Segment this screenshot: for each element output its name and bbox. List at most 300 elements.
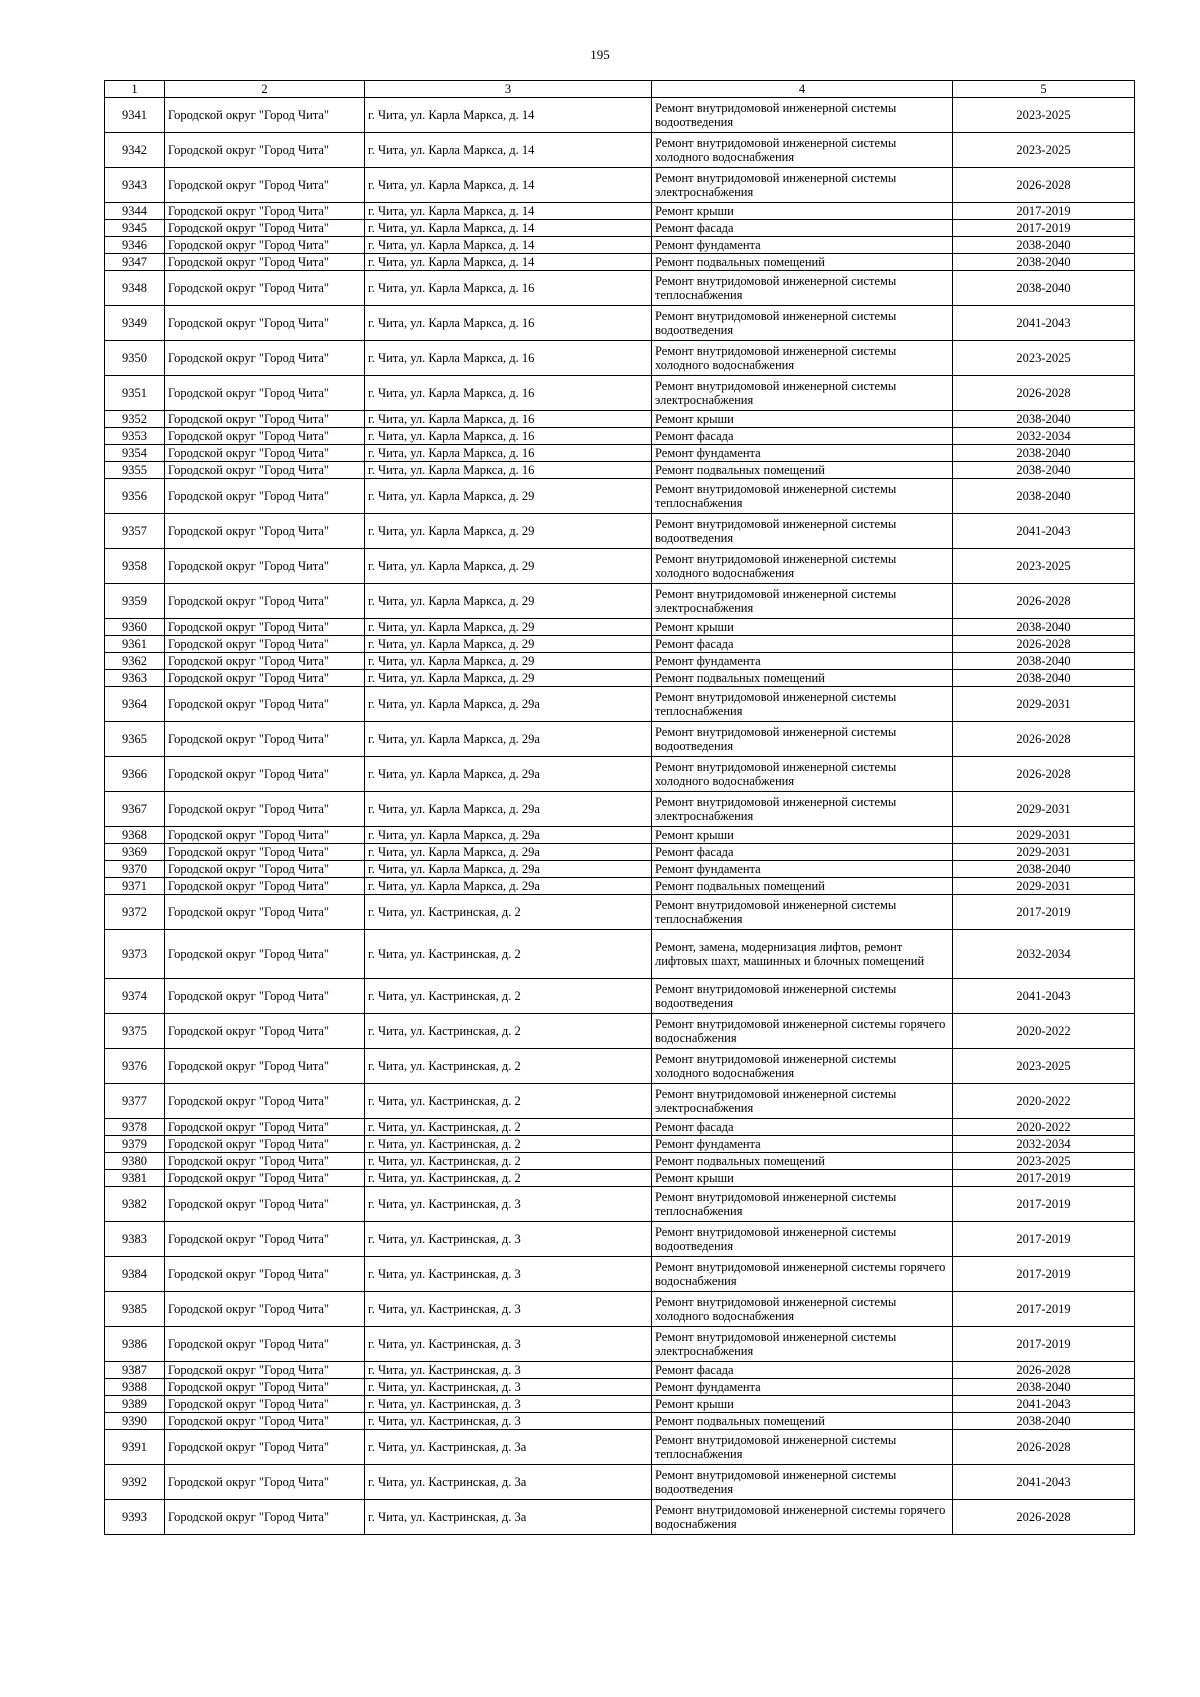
district-cell: Городской округ "Город Чита" xyxy=(165,1049,365,1084)
period-cell: 2038-2040 xyxy=(953,670,1135,687)
row-number-cell: 9389 xyxy=(105,1396,165,1413)
period-cell: 2023-2025 xyxy=(953,549,1135,584)
work-type-cell: Ремонт внутридомовой инженерной системы холодного водоснабжения xyxy=(652,1049,953,1084)
period-cell: 2026-2028 xyxy=(953,168,1135,203)
district-cell: Городской округ "Город Чита" xyxy=(165,930,365,979)
table-row xyxy=(105,514,1135,549)
table-row xyxy=(105,619,1135,636)
work-type-cell: Ремонт фундамента xyxy=(652,653,953,670)
period-cell: 2038-2040 xyxy=(953,1379,1135,1396)
address-cell: г. Чита, ул. Карла Маркса, д. 29а xyxy=(365,878,652,895)
work-type-cell: Ремонт внутридомовой инженерной системы водоотведения xyxy=(652,514,953,549)
district-cell: Городской округ "Город Чита" xyxy=(165,168,365,203)
work-type-cell: Ремонт внутридомовой инженерной системы электроснабжения xyxy=(652,584,953,619)
period-cell: 2029-2031 xyxy=(953,844,1135,861)
address-cell: г. Чита, ул. Карла Маркса, д. 14 xyxy=(365,237,652,254)
row-number-cell: 9342 xyxy=(105,133,165,168)
address-cell: г. Чита, ул. Карла Маркса, д. 16 xyxy=(365,445,652,462)
table-row xyxy=(105,1014,1135,1049)
work-type-cell: Ремонт крыши xyxy=(652,203,953,220)
page-number: 195 xyxy=(590,47,610,62)
address-cell: г. Чита, ул. Карла Маркса, д. 16 xyxy=(365,462,652,479)
district-cell: Городской округ "Город Чита" xyxy=(165,1379,365,1396)
period-cell: 2038-2040 xyxy=(953,411,1135,428)
district-cell: Городской округ "Город Чита" xyxy=(165,1465,365,1500)
table-row xyxy=(105,428,1135,445)
work-type-cell: Ремонт фасада xyxy=(652,844,953,861)
period-cell: 2032-2034 xyxy=(953,930,1135,979)
row-number-cell: 9361 xyxy=(105,636,165,653)
table-row xyxy=(105,341,1135,376)
table-row xyxy=(105,254,1135,271)
district-cell: Городской округ "Город Чита" xyxy=(165,619,365,636)
table-row xyxy=(105,237,1135,254)
district-cell: Городской округ "Город Чита" xyxy=(165,1136,365,1153)
work-type-cell: Ремонт крыши xyxy=(652,411,953,428)
period-cell: 2023-2025 xyxy=(953,341,1135,376)
row-number-cell: 9384 xyxy=(105,1257,165,1292)
work-type-cell: Ремонт внутридомовой инженерной системы горячего водоснабжения xyxy=(652,1500,953,1535)
column-header-4: 4 xyxy=(652,81,953,98)
address-cell: г. Чита, ул. Карла Маркса, д. 14 xyxy=(365,98,652,133)
district-cell: Городской округ "Город Чита" xyxy=(165,549,365,584)
address-cell: г. Чита, ул. Карла Маркса, д. 16 xyxy=(365,376,652,411)
district-cell: Городской округ "Город Чита" xyxy=(165,1327,365,1362)
header-row xyxy=(105,81,1135,98)
work-type-cell: Ремонт внутридомовой инженерной системы теплоснабжения xyxy=(652,687,953,722)
table-row xyxy=(105,1222,1135,1257)
row-number-cell: 9372 xyxy=(105,895,165,930)
work-type-cell: Ремонт внутридомовой инженерной системы горячего водоснабжения xyxy=(652,1257,953,1292)
address-cell: г. Чита, ул. Кастринская, д. 2 xyxy=(365,1153,652,1170)
period-cell: 2020-2022 xyxy=(953,1119,1135,1136)
work-type-cell: Ремонт внутридомовой инженерной системы электроснабжения xyxy=(652,1084,953,1119)
address-cell: г. Чита, ул. Кастринская, д. 2 xyxy=(365,1119,652,1136)
work-type-cell: Ремонт крыши xyxy=(652,1396,953,1413)
district-cell: Городской округ "Город Чита" xyxy=(165,203,365,220)
district-cell: Городской округ "Город Чита" xyxy=(165,827,365,844)
district-cell: Городской округ "Город Чита" xyxy=(165,1153,365,1170)
period-cell: 2017-2019 xyxy=(953,1327,1135,1362)
district-cell: Городской округ "Город Чита" xyxy=(165,1084,365,1119)
period-cell: 2026-2028 xyxy=(953,757,1135,792)
row-number-cell: 9367 xyxy=(105,792,165,827)
address-cell: г. Чита, ул. Кастринская, д. 3а xyxy=(365,1430,652,1465)
row-number-cell: 9379 xyxy=(105,1136,165,1153)
work-type-cell: Ремонт внутридомовой инженерной системы холодного водоснабжения xyxy=(652,341,953,376)
work-type-cell: Ремонт фундамента xyxy=(652,445,953,462)
table-row xyxy=(105,1049,1135,1084)
district-cell: Городской округ "Город Чита" xyxy=(165,1170,365,1187)
district-cell: Городской округ "Город Чита" xyxy=(165,1362,365,1379)
table-row xyxy=(105,168,1135,203)
table-row xyxy=(105,1362,1135,1379)
row-number-cell: 9390 xyxy=(105,1413,165,1430)
row-number-cell: 9382 xyxy=(105,1187,165,1222)
address-cell: г. Чита, ул. Кастринская, д. 3а xyxy=(365,1465,652,1500)
district-cell: Городской округ "Город Чита" xyxy=(165,411,365,428)
row-number-cell: 9383 xyxy=(105,1222,165,1257)
district-cell: Городской округ "Город Чита" xyxy=(165,271,365,306)
district-cell: Городской округ "Город Чита" xyxy=(165,376,365,411)
period-cell: 2032-2034 xyxy=(953,1136,1135,1153)
period-cell: 2026-2028 xyxy=(953,636,1135,653)
table-row xyxy=(105,979,1135,1014)
period-cell: 2038-2040 xyxy=(953,254,1135,271)
row-number-cell: 9387 xyxy=(105,1362,165,1379)
table-row xyxy=(105,411,1135,428)
period-cell: 2029-2031 xyxy=(953,687,1135,722)
table-row xyxy=(105,1465,1135,1500)
row-number-cell: 9353 xyxy=(105,428,165,445)
address-cell: г. Чита, ул. Карла Маркса, д. 29а xyxy=(365,757,652,792)
work-type-cell: Ремонт фундамента xyxy=(652,1379,953,1396)
row-number-cell: 9356 xyxy=(105,479,165,514)
district-cell: Городской округ "Город Чита" xyxy=(165,1014,365,1049)
address-cell: г. Чита, ул. Карла Маркса, д. 14 xyxy=(365,254,652,271)
district-cell: Городской округ "Город Чита" xyxy=(165,1257,365,1292)
row-number-cell: 9350 xyxy=(105,341,165,376)
table-row xyxy=(105,1170,1135,1187)
period-cell: 2038-2040 xyxy=(953,653,1135,670)
row-number-cell: 9380 xyxy=(105,1153,165,1170)
table-row xyxy=(105,203,1135,220)
table-row xyxy=(105,584,1135,619)
work-type-cell: Ремонт внутридомовой инженерной системы электроснабжения xyxy=(652,792,953,827)
period-cell: 2026-2028 xyxy=(953,1430,1135,1465)
address-cell: г. Чита, ул. Кастринская, д. 3 xyxy=(365,1257,652,1292)
work-type-cell: Ремонт фасада xyxy=(652,428,953,445)
address-cell: г. Чита, ул. Карла Маркса, д. 29 xyxy=(365,479,652,514)
period-cell: 2038-2040 xyxy=(953,1413,1135,1430)
address-cell: г. Чита, ул. Карла Маркса, д. 16 xyxy=(365,271,652,306)
period-cell: 2020-2022 xyxy=(953,1084,1135,1119)
row-number-cell: 9360 xyxy=(105,619,165,636)
district-cell: Городской округ "Город Чита" xyxy=(165,1500,365,1535)
row-number-cell: 9359 xyxy=(105,584,165,619)
row-number-cell: 9341 xyxy=(105,98,165,133)
district-cell: Городской округ "Город Чита" xyxy=(165,1119,365,1136)
address-cell: г. Чита, ул. Карла Маркса, д. 14 xyxy=(365,203,652,220)
district-cell: Городской округ "Город Чита" xyxy=(165,653,365,670)
table-row xyxy=(105,1257,1135,1292)
period-cell: 2026-2028 xyxy=(953,376,1135,411)
work-type-cell: Ремонт внутридомовой инженерной системы водоотведения xyxy=(652,722,953,757)
row-number-cell: 9354 xyxy=(105,445,165,462)
district-cell: Городской округ "Город Чита" xyxy=(165,792,365,827)
table-row xyxy=(105,844,1135,861)
district-cell: Городской округ "Город Чита" xyxy=(165,1413,365,1430)
row-number-cell: 9373 xyxy=(105,930,165,979)
table-row xyxy=(105,861,1135,878)
work-type-cell: Ремонт внутридомовой инженерной системы теплоснабжения xyxy=(652,271,953,306)
period-cell: 2029-2031 xyxy=(953,827,1135,844)
period-cell: 2026-2028 xyxy=(953,722,1135,757)
table-row xyxy=(105,1430,1135,1465)
address-cell: г. Чита, ул. Карла Маркса, д. 29 xyxy=(365,584,652,619)
period-cell: 2023-2025 xyxy=(953,98,1135,133)
row-number-cell: 9378 xyxy=(105,1119,165,1136)
work-type-cell: Ремонт фасада xyxy=(652,1119,953,1136)
work-type-cell: Ремонт внутридомовой инженерной системы горячего водоснабжения xyxy=(652,1014,953,1049)
row-number-cell: 9348 xyxy=(105,271,165,306)
row-number-cell: 9364 xyxy=(105,687,165,722)
address-cell: г. Чита, ул. Кастринская, д. 2 xyxy=(365,1049,652,1084)
address-cell: г. Чита, ул. Кастринская, д. 3 xyxy=(365,1362,652,1379)
column-header-2: 2 xyxy=(165,81,365,98)
period-cell: 2017-2019 xyxy=(953,220,1135,237)
row-number-cell: 9346 xyxy=(105,237,165,254)
table-row xyxy=(105,479,1135,514)
row-number-cell: 9388 xyxy=(105,1379,165,1396)
work-type-cell: Ремонт внутридомовой инженерной системы теплоснабжения xyxy=(652,895,953,930)
address-cell: г. Чита, ул. Кастринская, д. 3а xyxy=(365,1500,652,1535)
period-cell: 2038-2040 xyxy=(953,237,1135,254)
row-number-cell: 9381 xyxy=(105,1170,165,1187)
work-type-cell: Ремонт подвальных помещений xyxy=(652,254,953,271)
address-cell: г. Чита, ул. Карла Маркса, д. 29 xyxy=(365,670,652,687)
address-cell: г. Чита, ул. Кастринская, д. 3 xyxy=(365,1413,652,1430)
column-header-3: 3 xyxy=(365,81,652,98)
work-type-cell: Ремонт подвальных помещений xyxy=(652,462,953,479)
row-number-cell: 9358 xyxy=(105,549,165,584)
district-cell: Городской округ "Город Чита" xyxy=(165,584,365,619)
row-number-cell: 9385 xyxy=(105,1292,165,1327)
district-cell: Городской округ "Город Чита" xyxy=(165,757,365,792)
table-row xyxy=(105,895,1135,930)
period-cell: 2017-2019 xyxy=(953,1170,1135,1187)
address-cell: г. Чита, ул. Кастринская, д. 2 xyxy=(365,1170,652,1187)
address-cell: г. Чита, ул. Карла Маркса, д. 14 xyxy=(365,168,652,203)
table-row xyxy=(105,1187,1135,1222)
row-number-cell: 9347 xyxy=(105,254,165,271)
table-row xyxy=(105,878,1135,895)
district-cell: Городской округ "Город Чита" xyxy=(165,98,365,133)
period-cell: 2017-2019 xyxy=(953,203,1135,220)
period-cell: 2017-2019 xyxy=(953,1292,1135,1327)
address-cell: г. Чита, ул. Карла Маркса, д. 29 xyxy=(365,619,652,636)
table-row xyxy=(105,133,1135,168)
work-type-cell: Ремонт фасада xyxy=(652,220,953,237)
table-row xyxy=(105,1292,1135,1327)
district-cell: Городской округ "Город Чита" xyxy=(165,462,365,479)
address-cell: г. Чита, ул. Кастринская, д. 2 xyxy=(365,1084,652,1119)
work-type-cell: Ремонт крыши xyxy=(652,619,953,636)
district-cell: Городской округ "Город Чита" xyxy=(165,514,365,549)
column-header-5: 5 xyxy=(953,81,1135,98)
row-number-cell: 9368 xyxy=(105,827,165,844)
period-cell: 2026-2028 xyxy=(953,1500,1135,1535)
column-header-1: 1 xyxy=(105,81,165,98)
row-number-cell: 9369 xyxy=(105,844,165,861)
address-cell: г. Чита, ул. Карла Маркса, д. 29а xyxy=(365,792,652,827)
work-type-cell: Ремонт фундамента xyxy=(652,1136,953,1153)
row-number-cell: 9370 xyxy=(105,861,165,878)
table-row xyxy=(105,1379,1135,1396)
period-cell: 2038-2040 xyxy=(953,445,1135,462)
work-type-cell: Ремонт подвальных помещений xyxy=(652,878,953,895)
district-cell: Городской округ "Город Чита" xyxy=(165,1222,365,1257)
work-type-cell: Ремонт фасада xyxy=(652,636,953,653)
work-type-cell: Ремонт внутридомовой инженерной системы холодного водоснабжения xyxy=(652,1292,953,1327)
table-row xyxy=(105,1500,1135,1535)
address-cell: г. Чита, ул. Кастринская, д. 2 xyxy=(365,930,652,979)
table-row xyxy=(105,549,1135,584)
table-row xyxy=(105,1084,1135,1119)
address-cell: г. Чита, ул. Кастринская, д. 2 xyxy=(365,1014,652,1049)
period-cell: 2038-2040 xyxy=(953,479,1135,514)
district-cell: Городской округ "Город Чита" xyxy=(165,861,365,878)
period-cell: 2041-2043 xyxy=(953,1396,1135,1413)
table-row xyxy=(105,1327,1135,1362)
work-type-cell: Ремонт внутридомовой инженерной системы теплоснабжения xyxy=(652,479,953,514)
address-cell: г. Чита, ул. Кастринская, д. 2 xyxy=(365,979,652,1014)
period-cell: 2023-2025 xyxy=(953,1049,1135,1084)
district-cell: Городской округ "Город Чита" xyxy=(165,844,365,861)
address-cell: г. Чита, ул. Карла Маркса, д. 29а xyxy=(365,827,652,844)
row-number-cell: 9376 xyxy=(105,1049,165,1084)
address-cell: г. Чита, ул. Карла Маркса, д. 14 xyxy=(365,133,652,168)
table-row xyxy=(105,792,1135,827)
address-cell: г. Чита, ул. Карла Маркса, д. 29а xyxy=(365,844,652,861)
period-cell: 2026-2028 xyxy=(953,584,1135,619)
work-type-cell: Ремонт внутридомовой инженерной системы водоотведения xyxy=(652,1222,953,1257)
address-cell: г. Чита, ул. Карла Маркса, д. 29а xyxy=(365,722,652,757)
period-cell: 2026-2028 xyxy=(953,1362,1135,1379)
district-cell: Городской округ "Город Чита" xyxy=(165,306,365,341)
address-cell: г. Чита, ул. Кастринская, д. 2 xyxy=(365,1136,652,1153)
period-cell: 2023-2025 xyxy=(953,133,1135,168)
district-cell: Городской округ "Город Чита" xyxy=(165,220,365,237)
work-type-cell: Ремонт внутридомовой инженерной системы электроснабжения xyxy=(652,168,953,203)
address-cell: г. Чита, ул. Карла Маркса, д. 29а xyxy=(365,687,652,722)
district-cell: Городской округ "Город Чита" xyxy=(165,878,365,895)
row-number-cell: 9392 xyxy=(105,1465,165,1500)
district-cell: Городской округ "Город Чита" xyxy=(165,1430,365,1465)
period-cell: 2038-2040 xyxy=(953,861,1135,878)
table-row xyxy=(105,98,1135,133)
work-type-cell: Ремонт внутридомовой инженерной системы водоотведения xyxy=(652,979,953,1014)
table-row xyxy=(105,1119,1135,1136)
period-cell: 2029-2031 xyxy=(953,792,1135,827)
district-cell: Городской округ "Город Чита" xyxy=(165,254,365,271)
address-cell: г. Чита, ул. Кастринская, д. 3 xyxy=(365,1292,652,1327)
period-cell: 2017-2019 xyxy=(953,895,1135,930)
period-cell: 2038-2040 xyxy=(953,619,1135,636)
table-row xyxy=(105,670,1135,687)
row-number-cell: 9393 xyxy=(105,1500,165,1535)
period-cell: 2032-2034 xyxy=(953,428,1135,445)
district-cell: Городской округ "Город Чита" xyxy=(165,895,365,930)
table-row xyxy=(105,445,1135,462)
period-cell: 2017-2019 xyxy=(953,1257,1135,1292)
table-row xyxy=(105,827,1135,844)
period-cell: 2038-2040 xyxy=(953,271,1135,306)
work-type-cell: Ремонт внутридомовой инженерной системы водоотведения xyxy=(652,306,953,341)
work-type-cell: Ремонт внутридомовой инженерной системы электроснабжения xyxy=(652,376,953,411)
address-cell: г. Чита, ул. Кастринская, д. 2 xyxy=(365,895,652,930)
work-type-cell: Ремонт подвальных помещений xyxy=(652,670,953,687)
row-number-cell: 9351 xyxy=(105,376,165,411)
table-row xyxy=(105,636,1135,653)
address-cell: г. Чита, ул. Карла Маркса, д. 29 xyxy=(365,653,652,670)
district-cell: Городской округ "Город Чита" xyxy=(165,133,365,168)
period-cell: 2041-2043 xyxy=(953,979,1135,1014)
district-cell: Городской округ "Город Чита" xyxy=(165,428,365,445)
table-row xyxy=(105,1396,1135,1413)
district-cell: Городской округ "Город Чита" xyxy=(165,237,365,254)
period-cell: 2038-2040 xyxy=(953,462,1135,479)
address-cell: г. Чита, ул. Карла Маркса, д. 29 xyxy=(365,549,652,584)
row-number-cell: 9375 xyxy=(105,1014,165,1049)
district-cell: Городской округ "Город Чита" xyxy=(165,445,365,462)
row-number-cell: 9366 xyxy=(105,757,165,792)
address-cell: г. Чита, ул. Карла Маркса, д. 16 xyxy=(365,341,652,376)
work-type-cell: Ремонт, замена, модернизация лифтов, ремонт лифтовых шахт, машинных и блочных помещений xyxy=(652,930,953,979)
table-row xyxy=(105,271,1135,306)
period-cell: 2041-2043 xyxy=(953,1465,1135,1500)
address-cell: г. Чита, ул. Карла Маркса, д. 16 xyxy=(365,428,652,445)
work-type-cell: Ремонт фасада xyxy=(652,1362,953,1379)
district-cell: Городской округ "Город Чита" xyxy=(165,687,365,722)
work-type-cell: Ремонт фундамента xyxy=(652,237,953,254)
work-type-cell: Ремонт крыши xyxy=(652,827,953,844)
address-cell: г. Чита, ул. Карла Маркса, д. 16 xyxy=(365,411,652,428)
district-cell: Городской округ "Город Чита" xyxy=(165,341,365,376)
district-cell: Городской округ "Город Чита" xyxy=(165,479,365,514)
row-number-cell: 9352 xyxy=(105,411,165,428)
work-type-cell: Ремонт подвальных помещений xyxy=(652,1153,953,1170)
row-number-cell: 9343 xyxy=(105,168,165,203)
address-cell: г. Чита, ул. Карла Маркса, д. 29а xyxy=(365,861,652,878)
address-cell: г. Чита, ул. Кастринская, д. 3 xyxy=(365,1327,652,1362)
row-number-cell: 9344 xyxy=(105,203,165,220)
table-row xyxy=(105,653,1135,670)
row-number-cell: 9386 xyxy=(105,1327,165,1362)
table-row xyxy=(105,462,1135,479)
row-number-cell: 9357 xyxy=(105,514,165,549)
address-cell: г. Чита, ул. Карла Маркса, д. 29 xyxy=(365,514,652,549)
period-cell: 2029-2031 xyxy=(953,878,1135,895)
work-type-cell: Ремонт внутридомовой инженерной системы холодного водоснабжения xyxy=(652,133,953,168)
work-type-cell: Ремонт крыши xyxy=(652,1170,953,1187)
district-cell: Городской округ "Город Чита" xyxy=(165,1396,365,1413)
work-type-cell: Ремонт внутридомовой инженерной системы теплоснабжения xyxy=(652,1187,953,1222)
table-row xyxy=(105,1136,1135,1153)
address-cell: г. Чита, ул. Карла Маркса, д. 29 xyxy=(365,636,652,653)
table-row xyxy=(105,376,1135,411)
work-type-cell: Ремонт внутридомовой инженерной системы водоотведения xyxy=(652,1465,953,1500)
address-cell: г. Чита, ул. Кастринская, д. 3 xyxy=(365,1396,652,1413)
work-type-cell: Ремонт фундамента xyxy=(652,861,953,878)
table-row xyxy=(105,757,1135,792)
district-cell: Городской округ "Город Чита" xyxy=(165,670,365,687)
address-cell: г. Чита, ул. Кастринская, д. 3 xyxy=(365,1187,652,1222)
work-type-cell: Ремонт внутридомовой инженерной системы холодного водоснабжения xyxy=(652,757,953,792)
row-number-cell: 9391 xyxy=(105,1430,165,1465)
period-cell: 2020-2022 xyxy=(953,1014,1135,1049)
row-number-cell: 9365 xyxy=(105,722,165,757)
district-cell: Городской округ "Город Чита" xyxy=(165,722,365,757)
row-number-cell: 9363 xyxy=(105,670,165,687)
address-cell: г. Чита, ул. Кастринская, д. 3 xyxy=(365,1222,652,1257)
row-number-cell: 9371 xyxy=(105,878,165,895)
address-cell: г. Чита, ул. Карла Маркса, д. 14 xyxy=(365,220,652,237)
repair-schedule-table xyxy=(104,80,1135,1535)
period-cell: 2041-2043 xyxy=(953,514,1135,549)
work-type-cell: Ремонт подвальных помещений xyxy=(652,1413,953,1430)
row-number-cell: 9355 xyxy=(105,462,165,479)
